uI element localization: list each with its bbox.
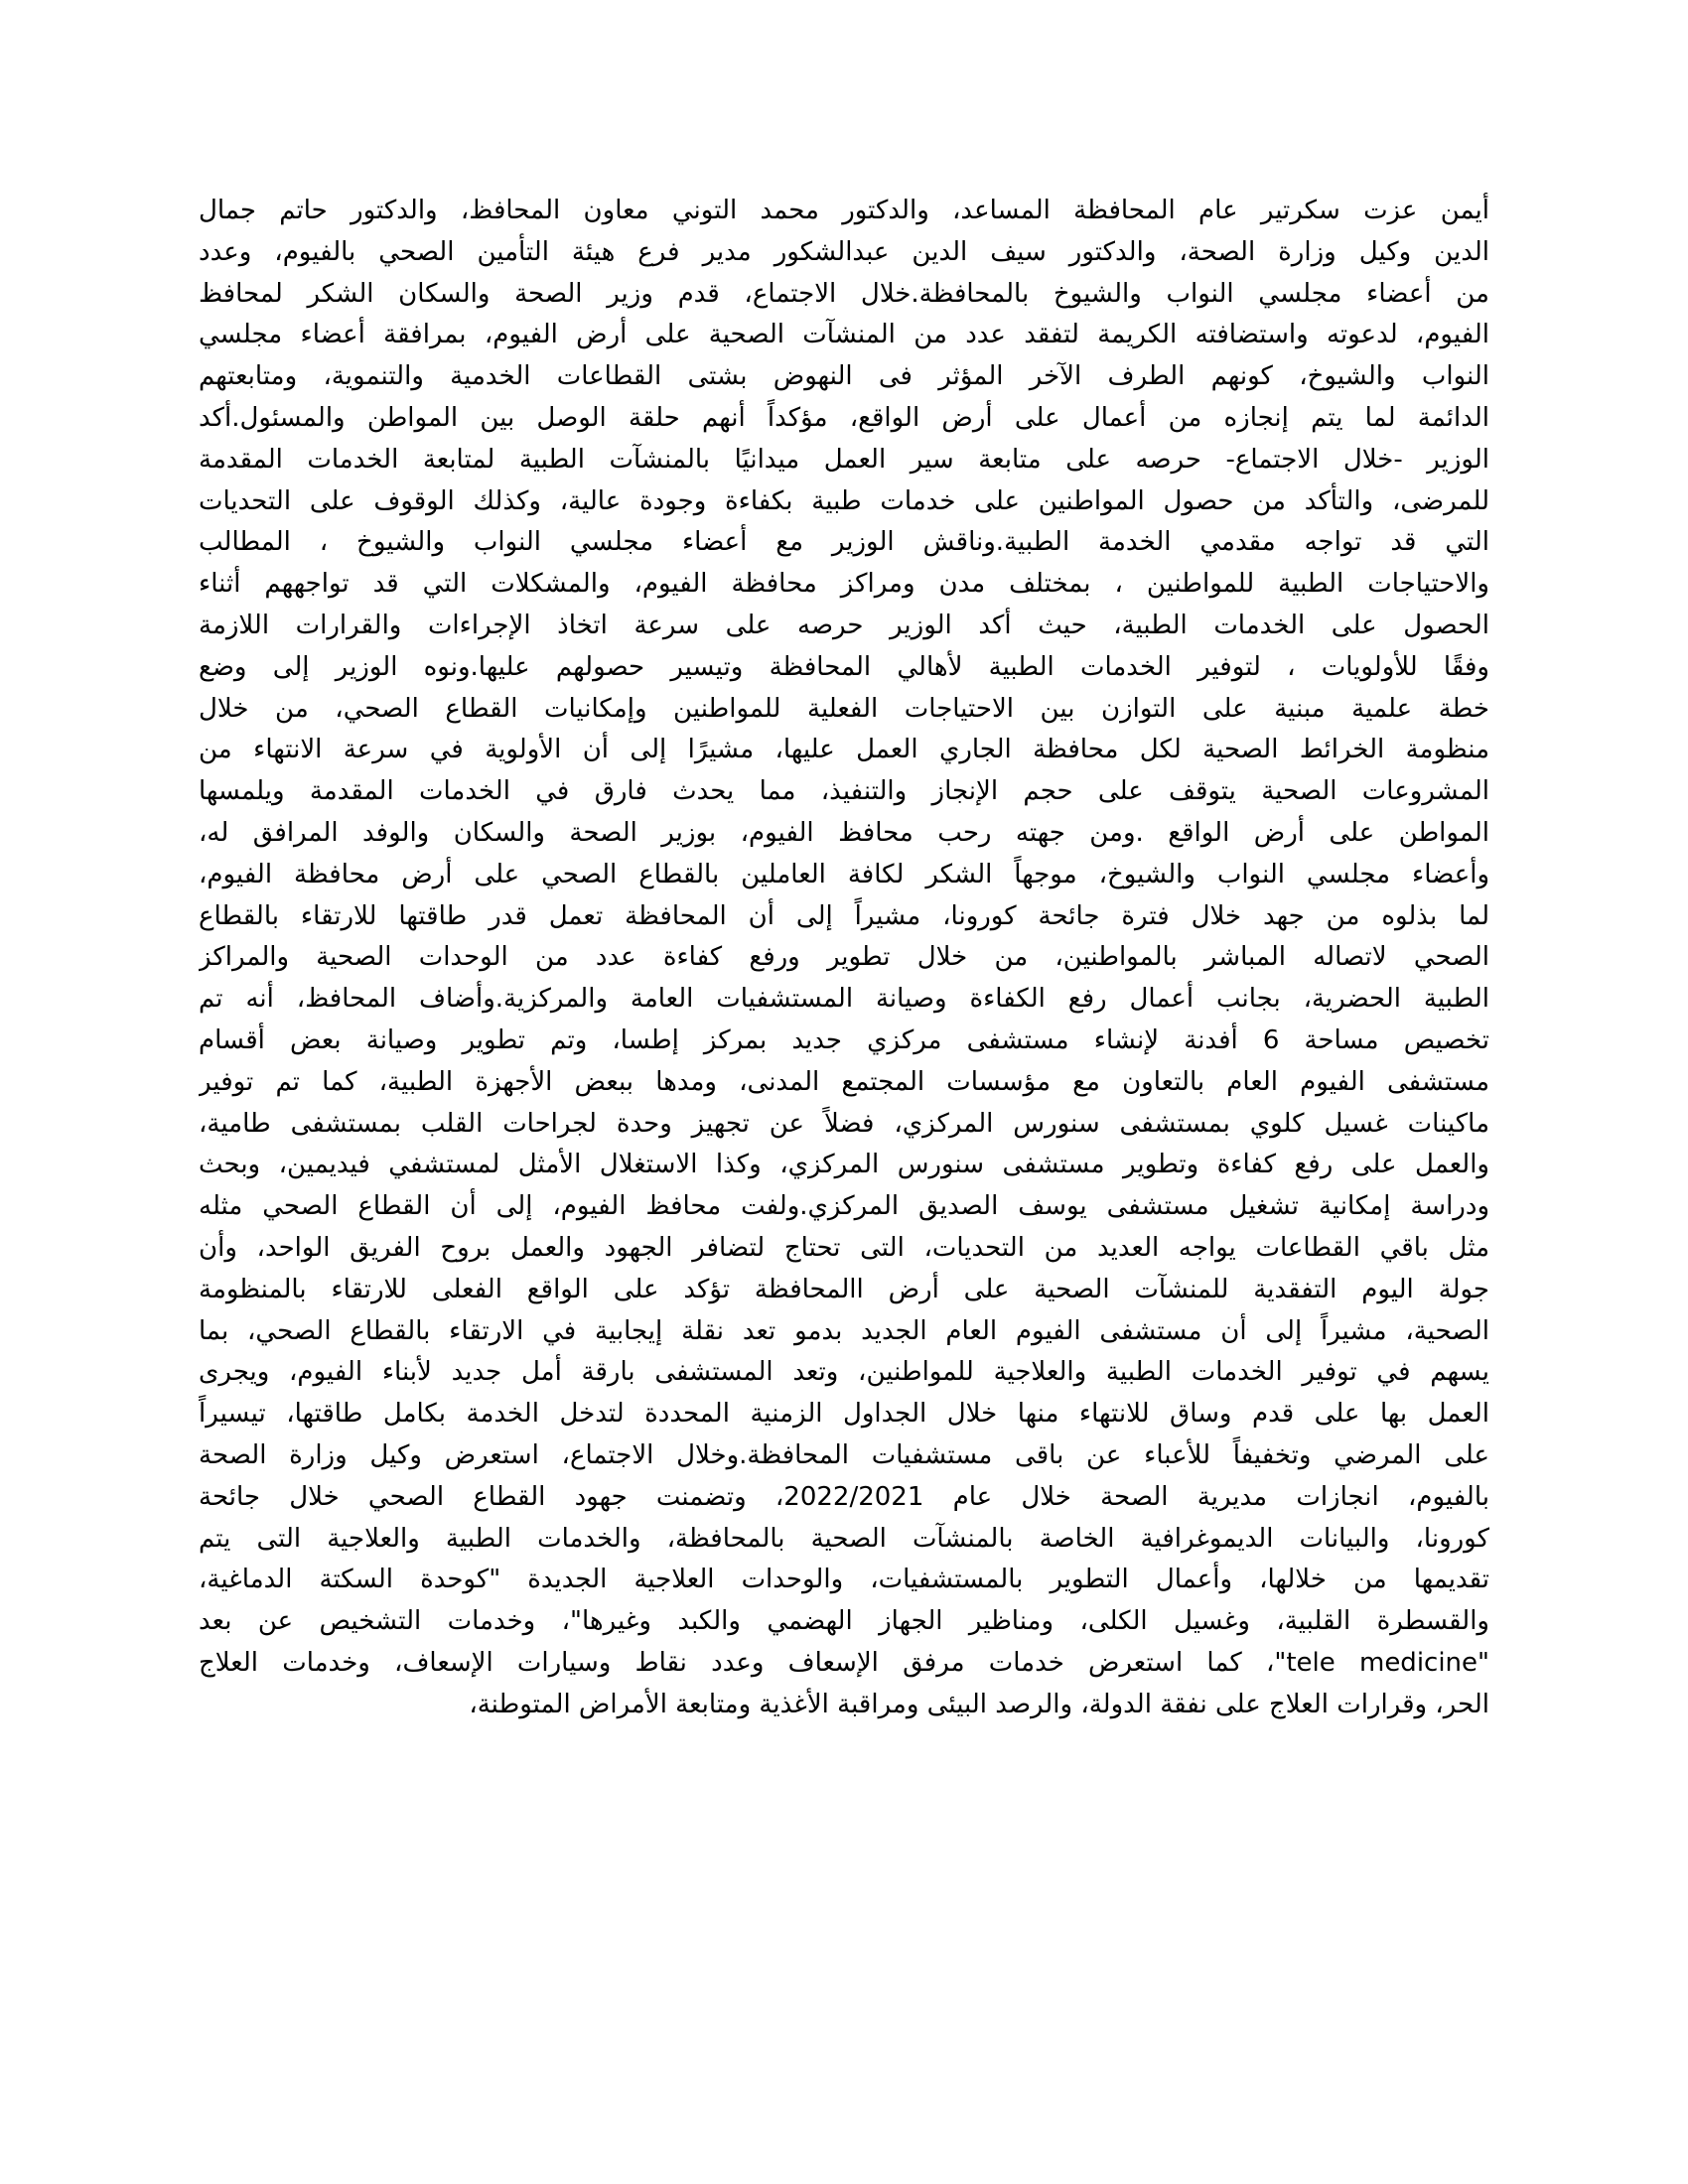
text-line: ودراسة إمكانية تشغيل مستشفى يوسف الصديق المركزي.ولفت محافظ الفيوم، إلى أن القطاع الصحي مثله xyxy=(199,1191,1489,1222)
text-line: المشروعات الصحية يتوقف على حجم الإنجاز والتنفيذ، مما يحدث فارق في الخدمات المقدمة ويلمسها xyxy=(199,776,1489,807)
text-line: وفقًا للأولويات ، لتوفير الخدمات الطبية لأهالي المحافظة وتيسير حصولهم عليها.ونوه الوزير إلى وضع xyxy=(199,651,1489,682)
text-line: منظومة الخرائط الصحية لكل محافظة الجاري العمل عليها، مشيرًا إلى أن الأولوية في سرعة الانتهاء من xyxy=(199,735,1489,765)
text-line: كورونا، والبيانات الديموغرافية الخاصة بالمنشآت الصحية بالمحافظة، والخدمات الطبية والعلاجية التى يتم xyxy=(199,1523,1489,1554)
text-line: تقديمها من خلالها، وأعمال التطوير بالمستشفيات، والوحدات العلاجية الجديدة "كوحدة السكتة الدماغية، xyxy=(199,1565,1489,1595)
text-line: يسهم في توفير الخدمات الطبية والعلاجية للمواطنين، وتعد المستشفى بارقة أمل جديد لأبناء الفيوم، ويجرى xyxy=(199,1357,1489,1388)
text-line: وأعضاء مجلسي النواب والشيوخ، موجهاً الشكر لكافة العاملين بالقطاع الصحي على أرض محافظة الفيوم، xyxy=(199,859,1489,889)
text-line: الطبية الحضرية، بجانب أعمال رفع الكفاءة وصيانة المستشفيات العامة والمركزية.وأضاف المحافظ، أنه تم xyxy=(199,984,1489,1015)
text-line: والاحتياجات الطبية للمواطنين ، بمختلف مدن ومراكز محافظة الفيوم، والمشكلات التي قد تواجههم أثناء xyxy=(199,569,1489,600)
text-line: على المرضي وتخفيفاً للأعباء عن باقى مستشفيات المحافظة.وخلال الاجتماع، استعرض وكيل وزارة الصحة xyxy=(199,1439,1489,1470)
text-line: الوزير -خلال الاجتماع- حرصه على متابعة سير العمل ميدانيًا بالمنشآت الطبية لمتابعة الخدمات المقدمة xyxy=(199,444,1489,475)
text-line: ماكينات غسيل كلوي بمستشفى سنورس المركزي، فضلاً عن تجهيز وحدة لجراحات القلب بمستشفى طامية، xyxy=(199,1108,1489,1139)
text-line: العمل بها على قدم وساق للانتهاء منها خلال الجداول الزمنية المحددة لتدخل الخدمة بكامل طاقتها، تيسيراً xyxy=(199,1399,1489,1430)
text-line: والقسطرة القلبية، وغسيل الكلى، ومناظير الجهاز الهضمي والكبد وغيرها"، وخدمات التشخيص عن بعد xyxy=(199,1606,1489,1637)
text-line: الصحي لاتصاله المباشر بالمواطنين، من خلال تطوير ورفع كفاءة عدد من الوحدات الصحية والمراكز xyxy=(199,942,1489,973)
text-line: والعمل على رفع كفاءة وتطوير مستشفى سنورس المركزي، وكذا الاستغلال الأمثل لمستشفي فيديمين، وبحث xyxy=(199,1150,1489,1180)
text-line: المواطن على أرض الواقع .ومن جهته رحب محافظ الفيوم، بوزير الصحة والسكان والوفد المرافق له، xyxy=(199,817,1489,848)
text-line: التي قد تواجه مقدمي الخدمة الطبية.وناقش الوزير مع أعضاء مجلسي النواب والشيوخ ، المطالب xyxy=(199,527,1489,558)
text-line: الصحية، مشيراً إلى أن مستشفى الفيوم العام الجديد بدمو تعد نقلة إيجابية في الارتقاء بالقطاع الصحي، بما xyxy=(199,1315,1489,1346)
text-line: خطة علمية مبنية على التوازن بين الاحتياجات الفعلية للمواطنين وإمكانيات القطاع الصحي، من خلال xyxy=(199,693,1489,724)
text-line: الحصول على الخدمات الطبية، حيث أكد الوزير حرصه على سرعة اتخاذ الإجراءات والقرارات اللازمة xyxy=(199,610,1489,640)
text-line: مثل باقي القطاعات يواجه العديد من التحديات، التى تحتاج لتضافر الجهود والعمل بروح الفريق الواحد، وأن xyxy=(199,1232,1489,1263)
text-line: "tele medicine"، كما استعرض خدمات مرفق الإسعاف وعدد نقاط وسيارات الإسعاف، وخدمات العلاج xyxy=(199,1647,1489,1678)
text-line: النواب والشيوخ، كونهم الطرف الآخر المؤثر فى النهوض بشتى القطاعات الخدمية والتنموية، ومتابعتهم xyxy=(199,361,1489,392)
text-line: الفيوم، لدعوته واستضافته الكريمة لتفقد عدد من المنشآت الصحية على أرض الفيوم، بمرافقة أعضاء مجلسي xyxy=(199,320,1489,350)
text-line: الحر، وقرارات العلاج على نفقة الدولة، والرصد البيئى ومراقبة الأغذية ومتابعة الأمراض المتوطنة، xyxy=(469,1689,1489,1719)
text-line: مستشفى الفيوم العام بالتعاون مع مؤسسات المجتمع المدنى، ومدها ببعض الأجهزة الطبية، كما تم توفير xyxy=(199,1066,1489,1097)
text-line: الدين وكيل وزارة الصحة، والدكتور سيف الدين عبدالشكور مدير فرع هيئة التأمين الصحي بالفيوم، وعدد xyxy=(199,236,1489,267)
text-line: للمرضى، والتأكد من حصول المواطنين على خدمات طبية بكفاءة وجودة عالية، وكذلك الوقوف على التحديات xyxy=(199,485,1489,516)
text-line: أيمن عزت سكرتير عام المحافظة المساعد، والدكتور محمد التوني معاون المحافظ، والدكتور حاتم جمال xyxy=(199,196,1489,225)
text-line: من أعضاء مجلسي النواب والشيوخ بالمحافظة.خلال الاجتماع، قدم وزير الصحة والسكان الشكر لمحافظ xyxy=(199,278,1489,309)
text-line: جولة اليوم التفقدية للمنشآت الصحية على أرض االمحافظة تؤكد على الواقع الفعلى للارتقاء بالمنظومة xyxy=(199,1274,1489,1304)
text-line: تخصيص مساحة 6 أفدنة لإنشاء مستشفى مركزي جديد بمركز إطسا، وتم تطوير وصيانة بعض أقسام xyxy=(199,1024,1489,1055)
article-body xyxy=(199,191,1489,1725)
text-line: بالفيوم، انجازات مديرية الصحة خلال عام 2022/2021، وتضمنت جهود القطاع الصحي خلال جائحة xyxy=(199,1481,1489,1512)
text-line: الدائمة لما يتم إنجازه من أعمال على أرض الواقع، مؤكداً أنهم حلقة الوصل بين المواطن والمسئول.أكد xyxy=(199,402,1489,433)
text-line: لما بذلوه من جهد خلال فترة جائحة كورونا، مشيراً إلى أن المحافظة تعمل قدر طاقتها للارتقاء بالقطاع xyxy=(199,900,1489,931)
